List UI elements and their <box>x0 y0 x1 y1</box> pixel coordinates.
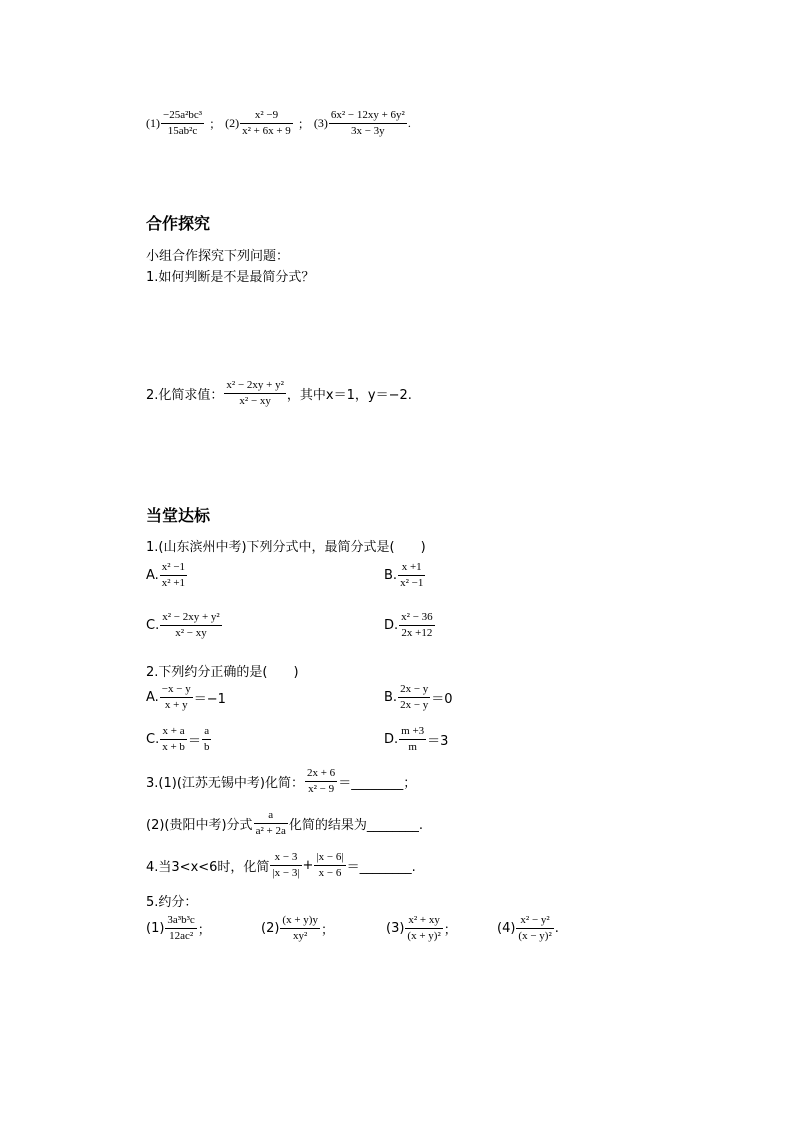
practice-question-4: 4.当3<x<6时，化简 $\frac{x - 3}{|x - 3|}$ + $\frac{|x - 6|}{x - 6}$ ＝________. <box>146 851 416 879</box>
fraction: $\frac{|x - 6|}{x - 6}$ <box>316 851 344 879</box>
fraction: $\frac{\text{x² + xy}}{\text{(x + y)²}}$ <box>407 914 441 942</box>
option-d: D. $\frac{\text{x² − 36}}{2x +12}$ <box>384 611 433 639</box>
option-a: A. $\frac{\text{x² −1}}{\text{x² +1}}$ <box>146 561 186 589</box>
q5-item-4: (4) $\frac{\text{x² − y²}}{\text{(x − y)²}}$ . <box>497 914 559 942</box>
fraction: $\frac{-x - y}{x + y}$ <box>161 683 191 711</box>
fraction: $\frac{\text{−25a²bc³}}{\text{15ab²c}}$ <box>163 109 203 137</box>
fraction: $\frac{2x - y}{2x - y}$ <box>400 683 429 711</box>
item-label: (2) <box>225 116 240 130</box>
practice-question-3-1: 3.(1)(江苏无锡中考)化简： $\frac{2x + 6}{\text{x² − 9}}$ ＝________； <box>146 767 417 795</box>
fraction: $\frac{\text{x² − 36}}{2x +12}$ <box>401 611 433 639</box>
fraction: $\frac{\text{x² − 2xy + y²}}{\text{x² − xy}}$ <box>162 611 220 639</box>
option-d: D. $\frac{m +3}{m}$ ＝3 <box>384 725 449 753</box>
option-c: C. $\frac{x + a}{x + b}$ ＝ $\frac{a}{b}$ <box>146 725 210 753</box>
fraction: $\frac{a}{\text{a² + 2a}}$ <box>255 809 286 837</box>
fraction: $\frac{(x + y)y}{\text{xy²}}$ <box>282 914 318 942</box>
fraction: $\frac{m +3}{m}$ <box>401 725 425 753</box>
coop-question-2: 2.化简求值： $\frac{\text{x² − 2xy + y²}}{\text{x² − xy}}$ ，其中x＝1，y＝−2. <box>146 379 412 407</box>
practice-question-2: 2.下列约分正确的是( ) <box>146 665 299 680</box>
fraction: $\frac{2x + 6}{\text{x² − 9}}$ <box>306 767 336 795</box>
coop-question-1: 1.如何判断是不是最简分式？ <box>146 270 315 285</box>
practice-question-5: 5.约分： <box>146 895 198 910</box>
fraction: $\frac{\text{6x² − 12xy + 6y²}}{3x - 3y}$ <box>330 109 405 137</box>
q5-item-2: (2) $\frac{(x + y)y}{\text{xy²}}$ ； <box>261 914 334 942</box>
option-b: B. $\frac{x +1}{\text{x² −1}}$ <box>384 561 424 589</box>
exercise-row-top: (1) $\frac{\text{−25a²bc³}}{\text{15ab²c}}$ ； (2) $\frac{\text{x² −9}}{\text{x² + 6x + 9}}$ ； (3) $\frac{\text{6x² − 12xy + 6y²}}{3x - 3y}$ . <box>146 109 411 137</box>
option-c: C. $\frac{\text{x² − 2xy + y²}}{\text{x² − xy}}$ <box>146 611 220 639</box>
fraction: $\frac{\text{x² −1}}{\text{x² +1}}$ <box>161 561 186 589</box>
q5-item-1: (1) $\frac{\text{3a³b³c}}{\text{12ac²}}$ ； <box>146 914 211 942</box>
fraction: $\frac{\text{3a³b³c}}{\text{12ac²}}$ <box>167 914 195 942</box>
fraction: $\frac{\text{x² − 2xy + y²}}{\text{x² − xy}}$ <box>226 379 284 407</box>
option-a: A. $\frac{-x - y}{x + y}$ ＝−1 <box>146 683 226 711</box>
item-label: (3) <box>313 116 328 130</box>
fraction: $\frac{x + a}{x + b}$ <box>162 725 185 753</box>
fraction: $\frac{x - 3}{|x - 3|}$ <box>272 851 300 879</box>
section-heading-cooperation: 合作探究 <box>146 214 211 233</box>
fraction: $\frac{x +1}{\text{x² −1}}$ <box>400 561 424 589</box>
item-label: (1) <box>146 116 160 130</box>
fraction: $\frac{\text{x² −9}}{\text{x² + 6x + 9}}$ <box>242 109 291 137</box>
coop-intro: 小组合作探究下列问题： <box>146 249 290 264</box>
option-b: B. $\frac{2x - y}{2x - y}$ ＝0 <box>384 683 453 711</box>
practice-question-3-2: (2)(贵阳中考)分式 $\frac{a}{\text{a² + 2a}}$ 化简的结果为________. <box>146 809 423 837</box>
q5-item-3: (3) $\frac{\text{x² + xy}}{\text{(x + y)²}}$ ； <box>386 914 457 942</box>
fraction: $\frac{a}{b}$ <box>203 725 210 753</box>
practice-question-1: 1.(山东滨州中考)下列分式中，最简分式是( ) <box>146 540 426 555</box>
section-heading-practice: 当堂达标 <box>146 506 211 525</box>
fraction: $\frac{\text{x² − y²}}{\text{(x − y)²}}$ <box>518 914 552 942</box>
